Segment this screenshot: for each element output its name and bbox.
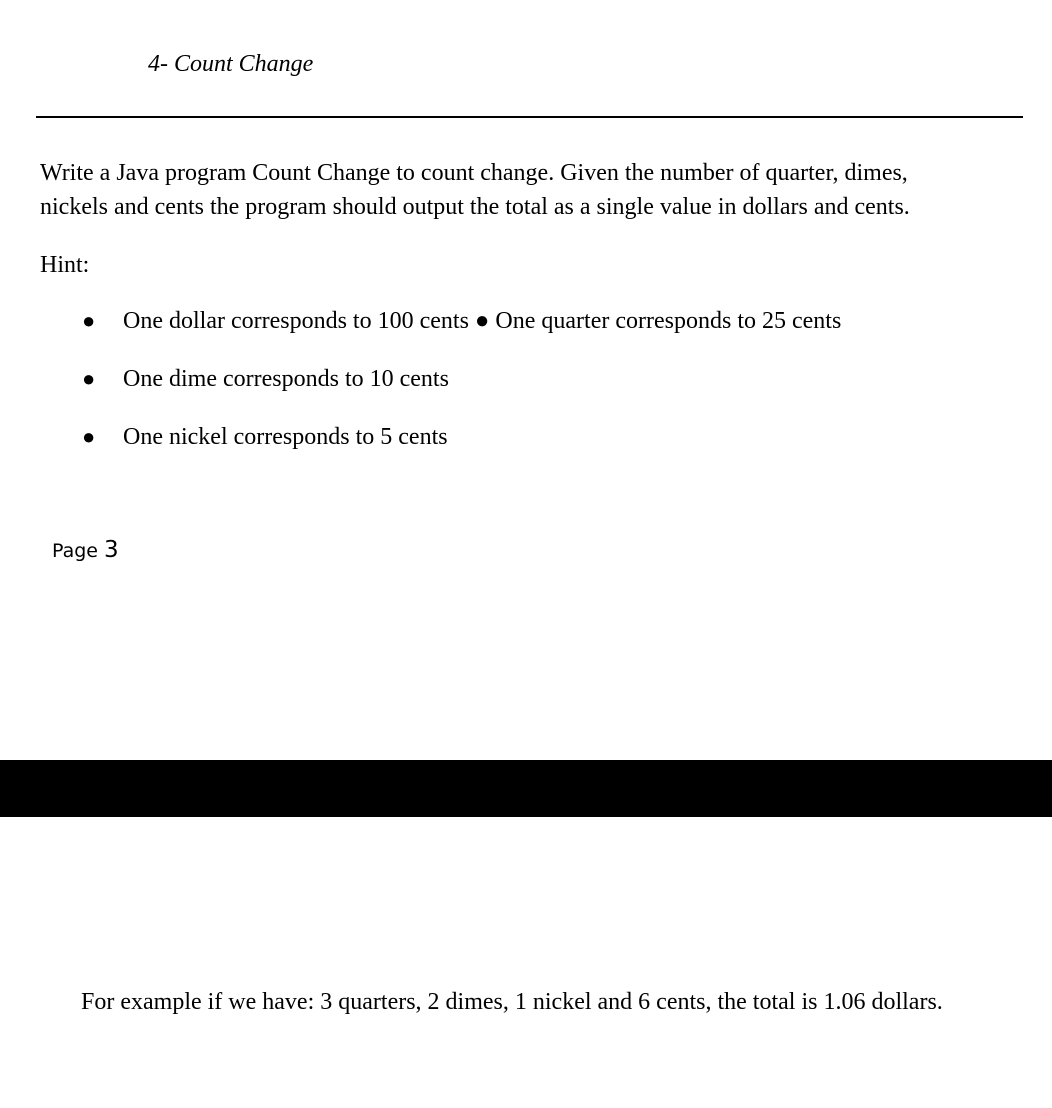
problem-statement-line-2: nickels and cents the program should output the total as a single value in dollars and cents.: [40, 194, 910, 220]
section-heading: 4- Count Change: [148, 51, 314, 77]
page-number: [52, 536, 119, 565]
hint-label: Hint:: [40, 252, 90, 278]
heading-divider: [36, 116, 1023, 118]
bullet-icon: ●: [82, 366, 96, 391]
page-break-band: [0, 760, 1052, 817]
hint-item-text: One dime corresponds to 10 cents: [123, 366, 449, 392]
page-label: Page: [52, 540, 98, 562]
bullet-icon: ●: [82, 424, 96, 449]
bullet-icon: ●: [82, 308, 96, 333]
problem-statement-line-1: Write a Java program Count Change to count change. Given the number of quarter, dimes,: [40, 160, 908, 186]
hint-item-text: One dollar corresponds to 100 cents ● One quarter corresponds to 25 cents: [123, 308, 842, 334]
page-number-value: 3: [104, 537, 119, 563]
problem-statement: [40, 156, 1010, 224]
example-text: For example if we have: 3 quarters, 2 dimes, 1 nickel and 6 cents, the total is 1.06 dollars.: [81, 989, 943, 1015]
hint-item-text: One nickel corresponds to 5 cents: [123, 424, 448, 450]
